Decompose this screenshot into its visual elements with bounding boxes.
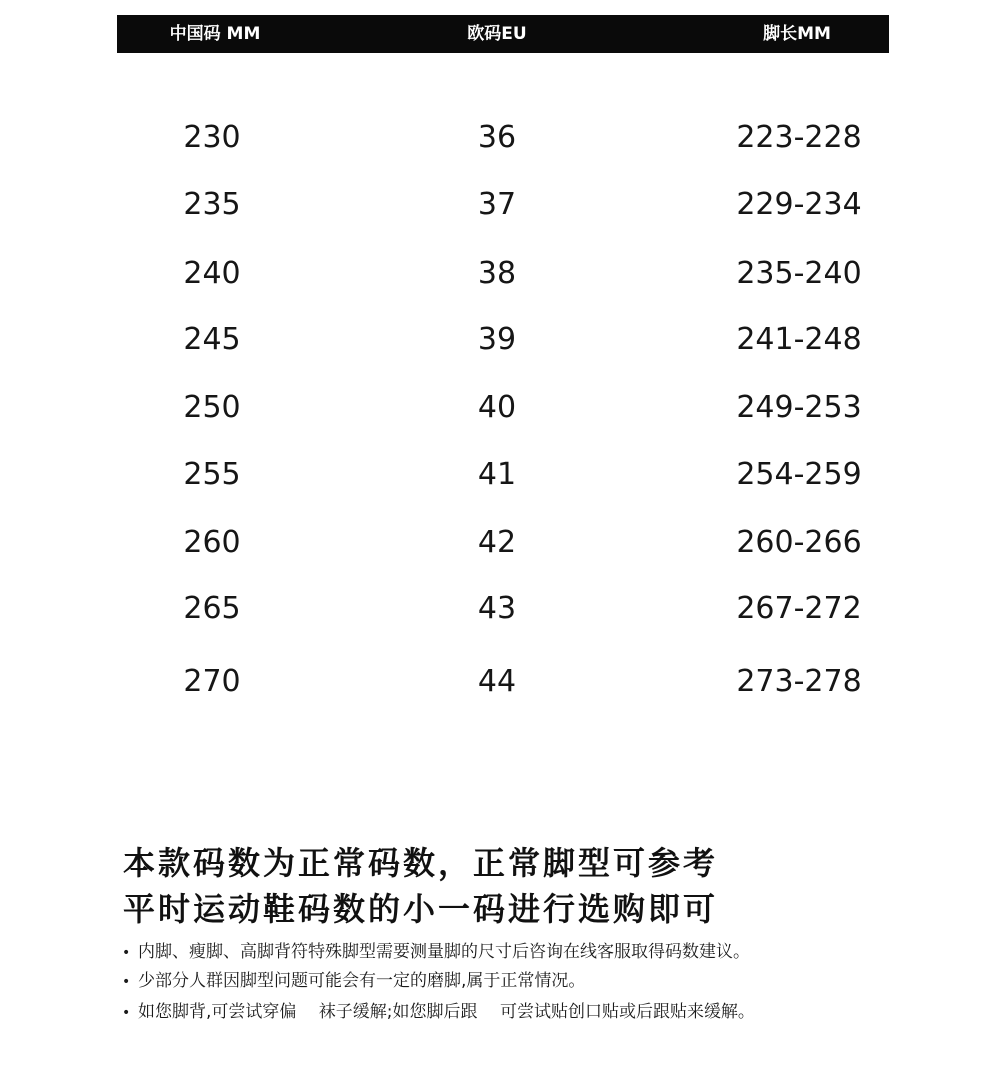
header-eu-size: 欧码EU <box>467 24 527 44</box>
bullet-icon: • <box>122 945 131 961</box>
china-size-cell: 230 <box>183 120 241 155</box>
headline-line-1: 本款码数为正常码数，正常脚型可参考 <box>123 844 719 882</box>
table-row <box>0 589 1000 629</box>
foot-length-cell: 273-278 <box>736 664 862 699</box>
eu-size-cell: 42 <box>477 525 517 560</box>
eu-size-cell: 40 <box>477 390 517 425</box>
bullet-icon: • <box>122 1005 131 1021</box>
bullet-icon: • <box>122 974 131 990</box>
header-foot-length: 脚长MM <box>763 24 831 44</box>
foot-length-cell: 254-259 <box>736 457 862 492</box>
foot-length-cell: 235-240 <box>736 256 862 291</box>
foot-length-cell: 223-228 <box>736 120 862 155</box>
table-row <box>0 662 1000 702</box>
china-size-cell: 260 <box>183 525 241 560</box>
note-text: 如您脚背,可尝试穿偏 袜子缓解;如您脚后跟 可尝试贴创口贴或后跟贴来缓解。 <box>138 1002 755 1022</box>
china-size-cell: 265 <box>183 591 241 626</box>
foot-length-cell: 260-266 <box>736 525 862 560</box>
headline-line-2: 平时运动鞋码数的小一码进行选购即可 <box>123 890 719 928</box>
china-size-cell: 245 <box>183 322 241 357</box>
foot-length-cell: 249-253 <box>736 390 862 425</box>
note-item <box>122 997 755 1022</box>
note-text: 少部分人群因脚型问题可能会有一定的磨脚,属于正常情况。 <box>138 971 586 991</box>
foot-length-cell: 241-248 <box>736 322 862 357</box>
foot-length-cell: 267-272 <box>736 591 862 626</box>
table-row <box>0 455 1000 495</box>
foot-length-cell: 229-234 <box>736 187 862 222</box>
header-china-size: 中国码 MM <box>169 24 261 44</box>
eu-size-cell: 44 <box>477 664 517 699</box>
eu-size-cell: 41 <box>477 457 517 492</box>
eu-size-cell: 43 <box>477 591 517 626</box>
china-size-cell: 255 <box>183 457 241 492</box>
table-row <box>0 118 1000 158</box>
eu-size-cell: 36 <box>477 120 517 155</box>
china-size-cell: 235 <box>183 187 241 222</box>
table-row <box>0 523 1000 563</box>
note-item <box>122 966 585 991</box>
table-row <box>0 185 1000 225</box>
china-size-cell: 250 <box>183 390 241 425</box>
china-size-cell: 270 <box>183 664 241 699</box>
eu-size-cell: 38 <box>477 256 517 291</box>
china-size-cell: 240 <box>183 256 241 291</box>
table-row <box>0 254 1000 294</box>
table-header-bar <box>117 15 889 53</box>
note-item <box>122 937 750 962</box>
table-row <box>0 320 1000 360</box>
eu-size-cell: 37 <box>477 187 517 222</box>
table-row <box>0 388 1000 428</box>
eu-size-cell: 39 <box>477 322 517 357</box>
note-text: 内脚、瘦脚、高脚背符特殊脚型需要测量脚的尺寸后咨询在线客服取得码数建议。 <box>138 942 750 962</box>
